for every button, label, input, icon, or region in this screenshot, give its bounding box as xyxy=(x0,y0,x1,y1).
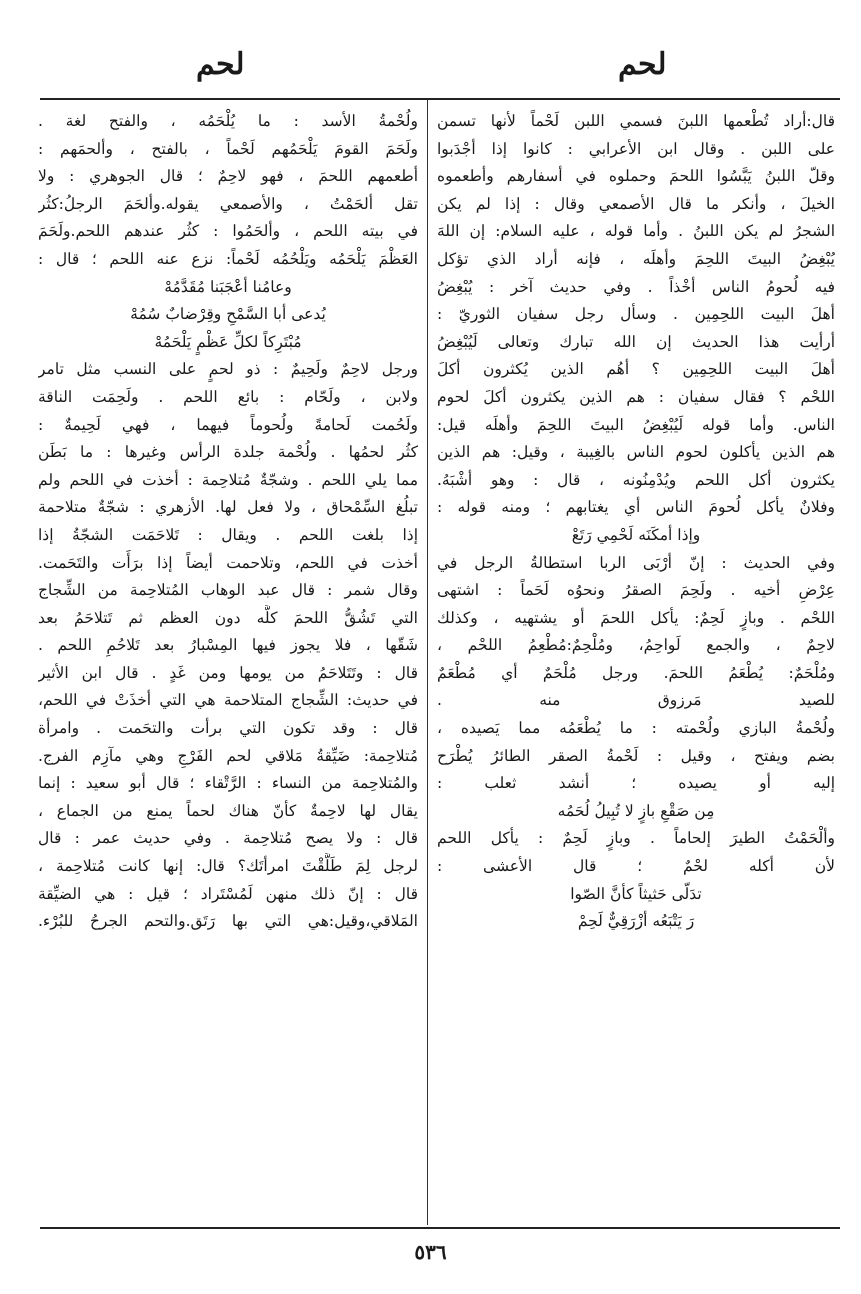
text-line: مُتلاحِمة: ضَيِّقةُ مَلاقي لحم الفَرْجِ وهي مآزِم الفرج. xyxy=(38,746,418,765)
text-line: وألْحَمْتُ الطيرَ إلحاماً . وبازٍ لَحِمٌ : يأكل اللحم xyxy=(437,829,835,848)
verse-line: مِن صَقْعِ بازٍ لا تُبِيلُ لُحَمُه xyxy=(557,801,715,820)
text-line: وقال شمر : قال عبد الوهاب المُتلاحِمة من الشِّجاج xyxy=(38,581,418,600)
bottom-rule xyxy=(40,1227,840,1229)
text-line: والمُتلاحِمة من النساء : الرَّتْقاء ؛ قال أبو سعيد : إنما xyxy=(38,774,418,793)
text-line: يكثرون أكل اللحم ويُدْمِنُونه ، قال : وهو أشْبَهُ. xyxy=(437,470,835,489)
text-line: الخيلَ ، وأنكر ما قال الأصمعي وقال : إذا لم يكن xyxy=(437,194,835,213)
text-line: أطعمهم اللحمَ ، فهو لاحِمٌ ؛ قال الجوهري : ولا xyxy=(38,167,418,186)
text-line: للصيد مَرزوق منه . xyxy=(437,691,835,710)
text-line: ولُحْمةُ البازي ولُحْمته : ما يُطْعَمُه مما يَصيده ، xyxy=(437,719,835,738)
text-line: قال : إنّ ذلك منهن لَمُسْتَراد ؛ قيل : هي الضيِّقة xyxy=(38,884,418,903)
text-line: هم الذين يأكلون لحوم الناس بالغِيبة ، وقيل: هم الذين xyxy=(437,443,835,462)
text-line: ولُحْمةُ الأسد : ما يُلْحَمُه ، والفتح لغة . xyxy=(38,112,418,130)
text-line: أرأيت هذا الحديث إن الله تبارك وتعالى لَيُبْغِضُ xyxy=(437,332,835,351)
text-line: قال : وتَتَلاحَمُ من يومها ومن غَدٍ . قال ابن الأثير xyxy=(38,663,418,682)
text-line: أهلَ البيت اللحِمِين . وسأل رجل سفيان الثوريّ : xyxy=(437,305,835,324)
verse-line: يُدعى أبا السَّمْحِ وقِرْضابٌ سُمُهْ xyxy=(130,305,326,324)
text-line: تقل ألحَمْتُ ، والأصمعي يقوله.وألحَمَ الرجلُ:كثُر xyxy=(38,194,418,213)
text-line: ولَحُمت لَحامةً ولُحوماً فيهما ، فهي لَحِيمةٌ : xyxy=(38,415,418,434)
left-column xyxy=(38,108,418,1218)
text-line: مما يلي اللحم . وشجّةٌ مُتلاحِمة : أخذت في اللحم ولم xyxy=(38,470,418,489)
verse-line: رَ يَتْبَعُه أزْرَقِيٌّ لَحِمْ xyxy=(577,912,695,931)
text-line: ولابن ، ولَحّام : بائع اللحم . ولَحِمَت الناقة xyxy=(38,387,418,406)
header-word-left: لحم xyxy=(196,47,245,82)
text-line: كثُر لحمُها . ولُحْمة جلدة الرأس وغيرها : ما بَطَن xyxy=(38,443,418,462)
text-line: قال:أراد تُطْعمها اللبنَ فسمي اللبن لَحْماً لأنها تسمن xyxy=(437,112,835,130)
text-line: أهلَ البيت اللحِمِين ؟ أهُم الذين يُكثرون أكلَ xyxy=(437,360,835,379)
text-line: لرجل لِمَ طَلَّقْتَ امرأتَك؟ قال: إنها كانت مُتلاحِمة ، xyxy=(38,857,418,876)
text-line: لاحِمٌ ، والجمع لَواحِمُ، ومُلْحِمٌ:مُطْعِمُ اللحْم ، xyxy=(437,636,835,655)
text-line: فيه لُحومُ الناس أخْذاً . وفي حديث آخر : يُبْغِضُ xyxy=(437,277,835,296)
verse-line: وإذا أمكَنَه لَحْمِي رَتَعْ xyxy=(571,525,701,544)
text-line: قال : وقد تكون التي برأت والتحَمت . وامرأة xyxy=(38,719,418,738)
text-line: قال : ولا يصح مُتلاحِمة . وفي حديث عمر : قال xyxy=(38,829,418,848)
text-line: على اللبن . وقال ابن الأعرابي : كانوا إذا أجْدَبوا xyxy=(437,139,835,158)
text-line: يقال لها لاحِمةٌ كأنّ هناك لحماً يمنع من الجماع ، xyxy=(38,801,418,820)
text-line: أخذت في اللحم، وتلاحمت أيضاً إذا برَأَت والتَحَمت. xyxy=(38,553,418,572)
column-divider xyxy=(427,100,428,1225)
text-line: تبلُغ السِّمْحاق ، ولا فعل لها. الأزهري : شجّةٌ متلاحمة xyxy=(38,498,418,517)
text-line: وفلانٌ يأكل لُحومَ الناس أي يغتابهم ؛ ومنه قوله : xyxy=(437,498,835,517)
text-line: عِرْضِ أخيه . ولَحِمَ الصقرُ ونحوُه لَحَماً : اشتهى xyxy=(437,581,835,600)
text-line: يُبْغِضُ البيتَ اللحِمَ وأهلَه ، فإنه أراد الذي تؤكل xyxy=(437,249,835,268)
text-line: وفي الحديث : إنّ أرْبَى الربا استطالةُ الرجل في xyxy=(437,553,835,572)
text-line: لأن أكله لحْمٌ ؛ قال الأعشى : xyxy=(437,857,835,876)
text-line: التي تَشُقُّ اللحمَ كلَّه دون العظم ثم تَتلاحَمُ بعد xyxy=(38,608,418,627)
text-line: ورجل لاحِمٌ ولَحِيمٌ : ذو لحمٍ على النسب مثل تامر xyxy=(38,360,418,379)
text-line: ولَحَمَ القومَ يَلْحَمُهم لَحْماً ، بالفتح ، وألحمَهم : xyxy=(38,139,418,158)
text-line: العَظْمَ يَلْحَمُه ويَلْحُمُه لَحْماً: نزع عنه اللحم ؛ قال : xyxy=(38,249,418,268)
right-column xyxy=(437,108,835,1218)
verse-line: وعامُنا أعْجَبَنا مُقَدَّمُهْ xyxy=(164,277,292,296)
verse-line: تدَلّى حَثيثاً كأنَّ الصّوا xyxy=(570,884,702,903)
text-line: في بيته اللحم ، وألحَمُوا : كثُر عندهم اللحم.ولَحَمَ xyxy=(38,222,418,241)
text-line: إليه أو يصيده ؛ أنشد ثعلب : xyxy=(437,774,835,793)
text-line: المَلاقي،وقيل:هي التي بها رَتَق.والتحم الجرحُ للبُرْء. xyxy=(38,912,418,931)
text-line: شَقّها ، فلا يجوز فيها المِسْبارُ بعد تَلاحُمِ اللحم . xyxy=(38,636,418,655)
verse-line: مُبْتَرِكاً لكلِّ عَظْمٍ يَلْحَمُهْ xyxy=(154,332,302,351)
page-number: ٥٣٦ xyxy=(414,1240,447,1264)
text-line: الناس. وأما قوله لَيُبْغِضُ البيتَ اللحِمَ وأهلَه قيل: xyxy=(437,415,835,434)
text-line: الشجرُ لم يكن اللبنُ . وأما قوله ، عليه السلام: إن اللهَ xyxy=(437,222,835,241)
text-line: في حديث: الشِّجاج المتلاحمة هي التي أخذَتْ في اللحم، xyxy=(38,691,418,710)
header-word-right: لحم xyxy=(618,47,667,82)
text-line: إذا بلغت اللحم . ويقال : تَلاحَمَت الشجّةُ إذا xyxy=(38,525,418,544)
text-line: اللحْم ؟ فقال سفيان : هم الذين يكثرون أكلَ لحوم xyxy=(437,387,835,406)
top-rule xyxy=(40,98,840,100)
text-line: وقلّ اللبنُ يَبَّسُوا اللحمَ وحملوه في أسفارهم وأطعموه xyxy=(437,167,835,186)
text-line: ومُلْحَمٌ: يُطْعَمُ اللحمَ. ورجل مُلْحَمٌ أي مُطْعَمٌ xyxy=(437,663,835,682)
text-line: اللحْم . وبازٍ لَحِمٌ: يأكل اللحمَ أو يشتهيه ، وكذلك xyxy=(437,608,835,627)
text-line: بضم ويفتح ، وقيل : لَحْمةُ الصقر الطائرُ يُطْرَح xyxy=(437,746,835,765)
